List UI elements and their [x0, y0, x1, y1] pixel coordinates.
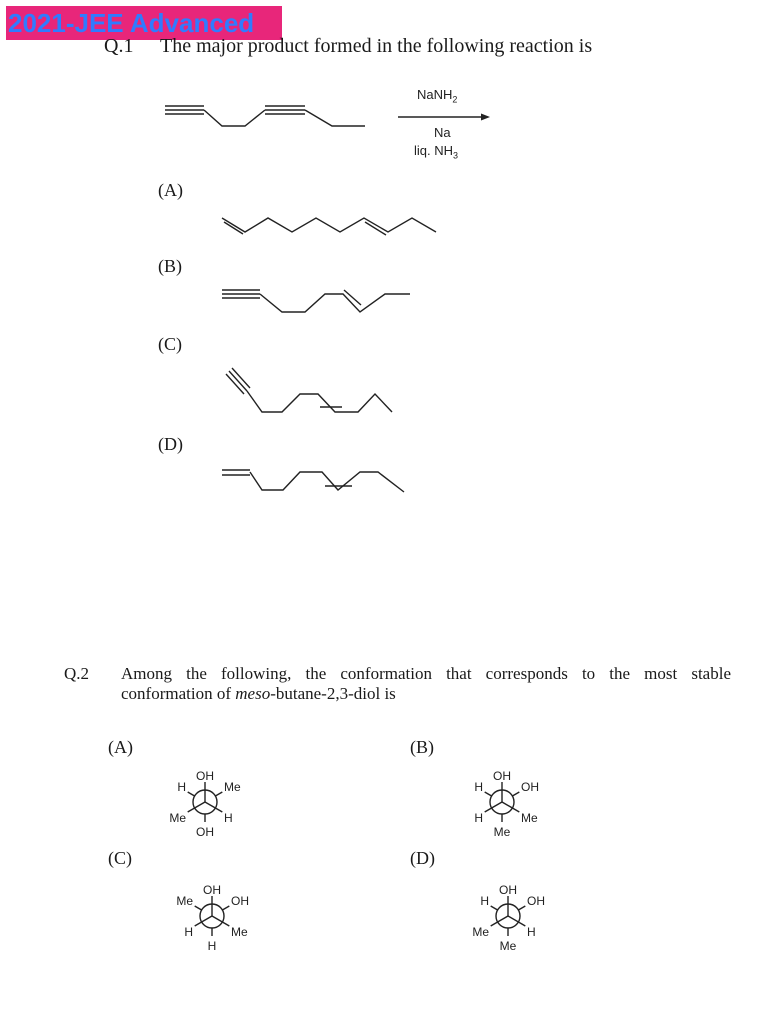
- reagent-bottom-nh3: liq. $NH_3$: [414, 143, 459, 161]
- reagent-bottom-na: Na: [434, 125, 451, 140]
- newman-b: [474, 769, 539, 839]
- back-bond: [491, 906, 498, 910]
- exam-banner: 2021-JEE Advanced: [6, 6, 282, 40]
- q1-option-a-label: (A): [158, 180, 183, 200]
- newman-b-upper-left-label: H: [474, 780, 483, 794]
- newman-a-upper-left-label: H: [177, 780, 186, 794]
- newman-c-lower-right-label: Me: [231, 925, 248, 939]
- newman-a-top-label: OH: [196, 769, 214, 783]
- q2-option-b-label: (B): [410, 737, 434, 757]
- newman-a: [169, 769, 241, 839]
- newman-b-upper-right-label: OH: [521, 780, 539, 794]
- q1-option-d-label: (D): [158, 434, 183, 454]
- newman-ring: [490, 790, 514, 814]
- newman-ring: [496, 904, 520, 928]
- back-bond: [222, 906, 229, 910]
- question-2-text: Among the following, the conformation that corresponds to the most stable conformation of meso-butane-2,3-diol is: [121, 664, 731, 703]
- newman-c: [176, 883, 249, 953]
- newman-b-lower-left-label: H: [474, 811, 483, 825]
- back-bond: [485, 792, 492, 796]
- q1-option-b-label: (B): [158, 256, 182, 276]
- front-bond: [188, 802, 205, 812]
- newman-b-top-label: OH: [493, 769, 511, 783]
- q1-option-c-label: (C): [158, 334, 182, 354]
- question-2-number: Q.2: [64, 664, 90, 683]
- q1-option-d-structure: [222, 470, 404, 492]
- newman-a-bottom-label: OH: [196, 825, 214, 839]
- newman-a-upper-right-label: Me: [224, 780, 241, 794]
- q1-option-a-structure: [222, 218, 436, 235]
- front-bond: [205, 802, 222, 812]
- q1-option-c-structure: [226, 368, 392, 412]
- newman-c-lower-left-label: H: [184, 925, 193, 939]
- newman-b-lower-right-label: Me: [521, 811, 538, 825]
- newman-a-lower-left-label: Me: [169, 811, 186, 825]
- q2-option-d-label: (D): [410, 848, 435, 868]
- front-bond: [195, 916, 212, 926]
- question-1-text: The major product formed in the following reaction is: [160, 35, 593, 57]
- newman-a-lower-right-label: H: [224, 811, 233, 825]
- front-bond: [491, 916, 508, 926]
- q1-option-b-structure: [222, 290, 410, 312]
- newman-d-bottom-label: Me: [499, 939, 517, 953]
- front-bond: [485, 802, 502, 812]
- back-bond: [518, 906, 525, 910]
- question-1-number: Q.1: [104, 35, 134, 57]
- front-bond: [212, 916, 229, 926]
- newman-d-top-label: OH: [499, 883, 517, 897]
- newman-c-upper-right-label: OH: [231, 894, 249, 908]
- back-bond: [188, 792, 195, 796]
- front-bond: [508, 916, 525, 926]
- newman-c-upper-left-label: Me: [176, 894, 193, 908]
- newman-ring: [200, 904, 224, 928]
- back-bond: [195, 906, 202, 910]
- q2-option-c-label: (C): [108, 848, 132, 868]
- back-bond: [512, 792, 519, 796]
- newman-c-top-label: OH: [203, 883, 221, 897]
- newman-ring: [193, 790, 217, 814]
- newman-d: [472, 883, 545, 953]
- newman-c-bottom-label: H: [207, 939, 217, 953]
- newman-d-upper-left-label: H: [480, 894, 489, 908]
- reagent-top: NaNH$_2$: [417, 87, 458, 105]
- newman-d-lower-left-label: Me: [472, 925, 489, 939]
- newman-d-lower-right-label: H: [527, 925, 536, 939]
- q2-option-a-label: (A): [108, 737, 133, 757]
- front-bond: [502, 802, 519, 812]
- newman-b-bottom-label: Me: [493, 825, 511, 839]
- newman-d-upper-right-label: OH: [527, 894, 545, 908]
- back-bond: [215, 792, 222, 796]
